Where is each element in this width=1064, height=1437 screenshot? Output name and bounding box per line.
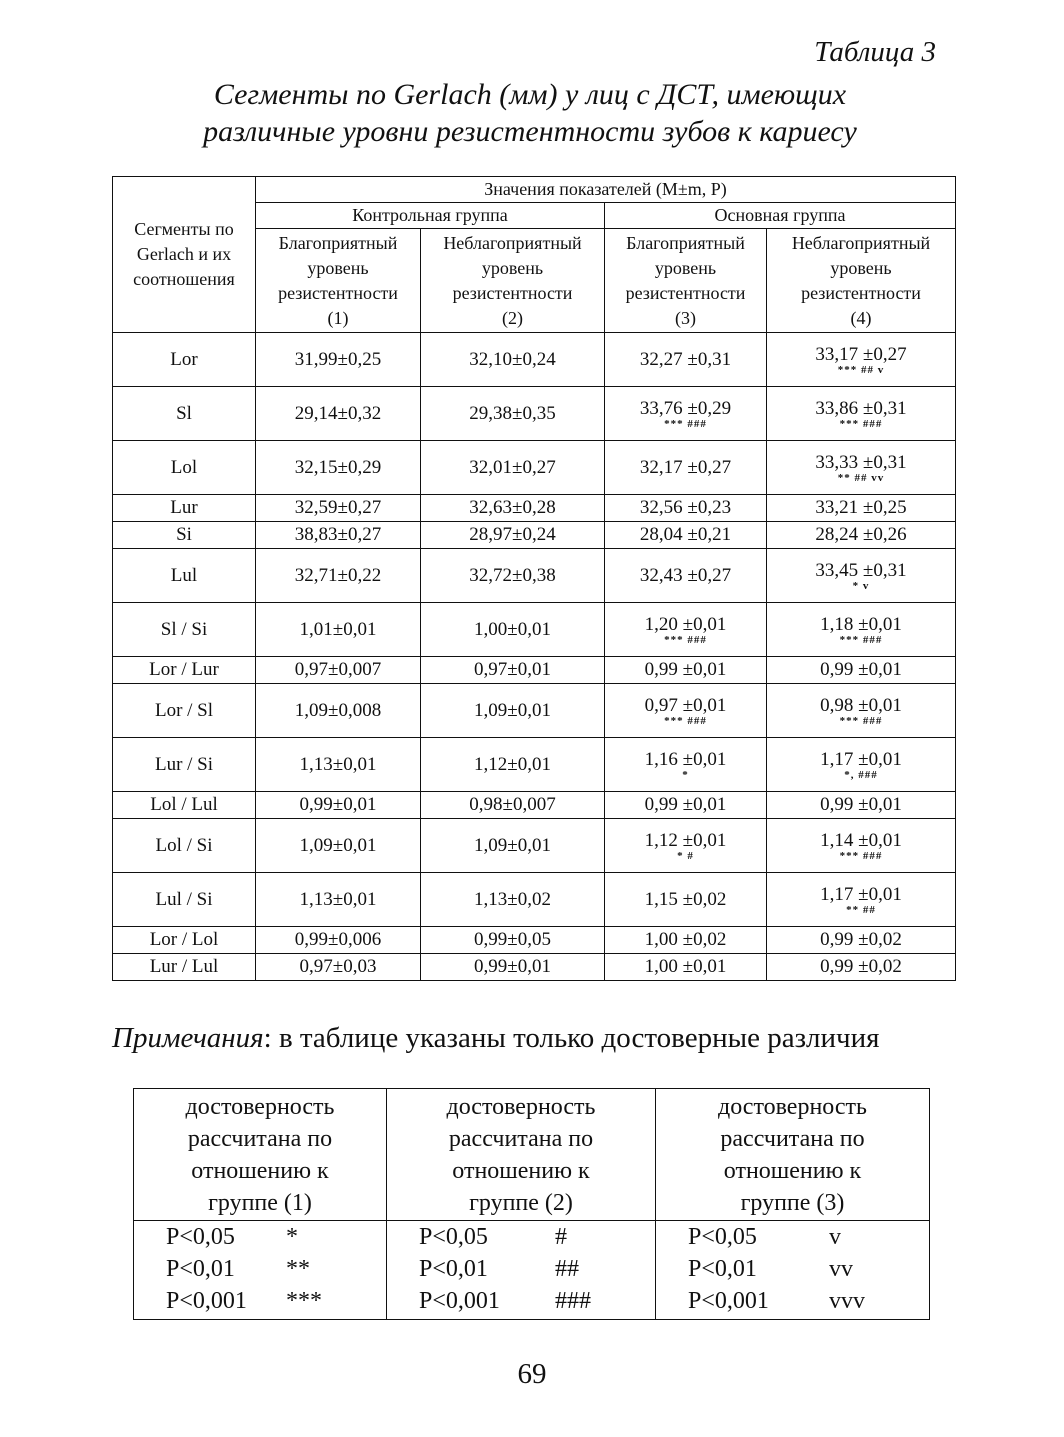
significance-marks: *** ## v [837,363,885,376]
segment-cell: Lor / Sl [113,684,256,738]
note-text: : в таблице указаны только достоверные различия [263,1022,880,1054]
segment-cell: Lur / Si [113,738,256,792]
value-text: 1,14 ±0,01 [820,829,902,851]
column-header-line2: уровень [654,257,717,278]
table-row [113,792,956,819]
table-row [113,387,956,441]
value-cell [767,603,956,657]
value-text: 1,09±0,01 [474,699,551,721]
legend-heading-line: отношению к [191,1158,329,1184]
table-title-line-2: различные уровни резистентности зубов к кариесу [203,115,857,148]
value-text: 0,97±0,03 [299,956,377,977]
segment-cell: Lol / Lul [113,792,256,819]
value-cell [256,927,421,954]
value-cell [605,495,767,522]
value-text: 32,63±0,28 [469,497,556,518]
legend-values-cell [656,1221,930,1320]
value-cell [767,873,956,927]
value-cell [605,441,767,495]
column-header-line1: Неблагоприятный [443,232,582,253]
value-text: 32,27 ±0,31 [639,348,732,370]
value-cell [421,792,605,819]
legend-heading-line: отношению к [452,1158,590,1184]
value-cell [605,657,767,684]
value-cell [605,927,767,954]
value-cell [605,684,767,738]
value-text: 32,15±0,29 [294,456,382,478]
value-text: 1,00 ±0,01 [644,956,727,977]
table-row [113,738,956,792]
significance-marks: * # [677,849,694,862]
value-cell [605,387,767,441]
note-label: Примечания [112,1022,264,1054]
value-cell [256,873,421,927]
significance-marks: *** ### [839,849,883,862]
value-cell [421,495,605,522]
value-text: 33,33 ±0,31 [815,451,907,473]
legend-row [387,1221,655,1253]
significance-marks: *** ### [839,633,883,646]
column-header-line2: уровень [830,257,892,278]
segment-cell: Lol [113,441,256,495]
value-text: 0,99 ±0,02 [820,956,902,977]
significance-mark: * [286,1224,298,1250]
significance-marks: *** ### [664,714,707,727]
value-cell [421,387,605,441]
legend-row [134,1285,386,1317]
legend-heading-line: рассчитана по [720,1126,865,1152]
value-cell [767,387,956,441]
value-cell [767,495,956,522]
legend-row [134,1221,386,1253]
value-text: 0,99±0,01 [474,956,551,977]
value-cell [767,954,956,981]
table-row [113,819,956,873]
column-header-num: (1) [327,307,349,328]
value-cell [256,495,421,522]
column-header-line1: Неблагоприятный [791,232,931,253]
value-text: 1,17 ±0,01 [820,883,902,905]
value-cell [256,792,421,819]
value-text: 32,72±0,38 [469,564,556,586]
value-cell [605,819,767,873]
column-header-line2: уровень [481,257,544,278]
legend-heading-line: рассчитана по [187,1126,333,1152]
table-row [113,954,956,981]
value-text: 1,20 ±0,01 [644,613,727,635]
legend-heading-cell [656,1089,930,1221]
value-cell [256,603,421,657]
value-cell [605,603,767,657]
table-row [113,657,956,684]
value-cell [767,522,956,549]
value-cell [256,333,421,387]
segment-cell: Sl [113,387,256,441]
significance-marks: * v [852,579,870,592]
page-number: 69 [517,1358,547,1390]
value-cell [767,738,956,792]
value-text: 1,09±0,01 [474,834,551,856]
legend-heading-line: достоверность [446,1094,596,1120]
legend-row [656,1221,929,1253]
value-text: 1,13±0,02 [474,888,551,910]
value-text: 1,00 ±0,02 [644,929,727,950]
value-text: 1,01±0,01 [299,618,377,640]
segment-cell: Lul / Si [113,873,256,927]
significance-mark: vvv [829,1288,865,1314]
value-cell [767,927,956,954]
value-cell [256,819,421,873]
value-text: 1,16 ±0,01 [644,748,727,770]
segment-cell: Si [113,522,256,549]
segments-table [112,176,956,981]
value-cell [605,792,767,819]
significance-mark: v [829,1224,841,1250]
value-text: 33,86 ±0,31 [815,397,907,419]
value-cell [421,333,605,387]
significance-mark: ### [555,1288,591,1314]
value-text: 28,24 ±0,26 [815,524,907,545]
table-row [113,522,956,549]
legend-heading-line: отношению к [723,1158,862,1184]
legend-heading-line: достоверность [185,1094,335,1120]
row-header-cell [113,177,256,333]
value-cell [767,792,956,819]
value-cell [421,603,605,657]
value-cell [421,522,605,549]
value-text: 28,97±0,24 [469,524,556,545]
value-text: 28,04 ±0,21 [639,524,732,545]
legend-heading-line: группе (3) [740,1190,845,1216]
segment-cell: Lor / Lur [113,657,256,684]
legend-row [656,1253,929,1285]
table-row [113,603,956,657]
value-text: 31,99±0,25 [294,348,382,370]
column-header-num: (4) [850,307,872,328]
value-cell [256,549,421,603]
significance-marks: *** ### [839,714,883,727]
column-header-num: (2) [502,307,523,328]
value-text: 0,99±0,006 [294,929,382,950]
row-header-text: Сегменты по Gerlach и их соотношения [133,219,235,289]
value-cell [421,657,605,684]
value-cell [421,927,605,954]
column-header [421,229,605,333]
column-header-line3: резистентности [452,282,573,303]
value-cell [256,441,421,495]
value-cell [605,549,767,603]
p-threshold: P<0,05 [688,1224,757,1250]
value-text: 38,83±0,27 [294,524,382,545]
value-cell [767,333,956,387]
segment-cell: Lur / Lul [113,954,256,981]
table-note [112,1022,879,1055]
p-threshold: P<0,001 [166,1288,247,1314]
value-cell [767,819,956,873]
significance-mark: ** [286,1256,310,1282]
value-text: 1,00±0,01 [474,618,551,640]
significance-marks: ** ## [846,903,876,916]
value-text: 0,97±0,01 [474,659,551,680]
value-cell [605,954,767,981]
significance-marks: *** ### [664,633,707,646]
p-threshold: P<0,05 [166,1224,235,1250]
significance-marks: ** ## vv [837,471,885,484]
value-cell [256,954,421,981]
p-threshold: P<0,05 [419,1224,488,1250]
significance-mark: ## [555,1256,579,1282]
legend-row [387,1285,655,1317]
value-cell [767,441,956,495]
value-text: 32,43 ±0,27 [639,564,732,586]
column-header [767,229,956,333]
significance-marks: *** ### [664,417,707,430]
value-text: 0,99±0,01 [299,794,377,815]
value-text: 29,38±0,35 [469,402,556,424]
p-threshold: P<0,001 [419,1288,500,1314]
value-text: 1,17 ±0,01 [820,748,902,770]
value-text: 29,14±0,32 [294,402,382,424]
p-threshold: P<0,01 [419,1256,488,1282]
legend-values-cell [387,1221,656,1320]
table-title [110,76,950,150]
value-text: 0,99 ±0,01 [644,659,727,680]
legend-heading-line: достоверность [717,1094,867,1120]
value-text: 32,10±0,24 [469,348,556,370]
value-cell [256,387,421,441]
value-cell [605,873,767,927]
significance-marks: *, ### [844,768,878,781]
value-cell [605,333,767,387]
value-text: 32,17 ±0,27 [639,456,732,478]
value-cell [421,549,605,603]
value-text: 33,21 ±0,25 [815,497,907,518]
segment-cell: Lol / Si [113,819,256,873]
legend-row [134,1253,386,1285]
value-cell [767,549,956,603]
column-header-num: (3) [675,307,696,328]
value-cell [256,657,421,684]
value-cell [256,684,421,738]
value-text: 0,97 ±0,01 [644,694,727,716]
column-header-line1: Благоприятный [278,232,398,253]
value-cell [605,738,767,792]
value-text: 0,99 ±0,01 [820,659,902,680]
column-header-line3: резистентности [801,282,921,303]
value-text: 0,98±0,007 [469,794,556,815]
value-text: 32,59±0,27 [294,497,382,518]
value-text: 1,18 ±0,01 [820,613,902,635]
significance-marks: * [682,768,689,781]
legend-heading-line: рассчитана по [448,1126,594,1152]
value-text: 1,12±0,01 [474,753,551,775]
value-text: 33,76 ±0,29 [639,397,732,419]
value-text: 1,15 ±0,02 [644,888,727,910]
significance-mark: *** [286,1288,322,1314]
legend-row [387,1253,655,1285]
column-header [256,229,421,333]
value-cell [421,954,605,981]
legend-values-cell [134,1221,387,1320]
segment-cell: Lor [113,333,256,387]
legend-heading-line: группе (1) [208,1190,312,1216]
segment-cell: Lor / Lol [113,927,256,954]
value-cell [421,684,605,738]
p-threshold: P<0,01 [688,1256,757,1282]
value-cell [421,441,605,495]
value-text: 33,45 ±0,31 [815,559,907,581]
value-cell [767,657,956,684]
value-cell [767,684,956,738]
value-text: 0,99 ±0,01 [820,794,902,815]
value-text: 1,09±0,01 [299,834,377,856]
values-header: Значения показателей (M±m, P) [256,177,956,203]
value-text: 32,01±0,27 [469,456,556,478]
column-header [605,229,767,333]
value-cell [421,819,605,873]
segment-cell: Sl / Si [113,603,256,657]
significance-mark: vv [829,1256,853,1282]
value-cell [421,738,605,792]
value-text: 0,98 ±0,01 [820,694,902,716]
value-text: 32,71±0,22 [294,564,382,586]
value-text: 33,17 ±0,27 [815,343,907,365]
value-text: 1,13±0,01 [299,753,377,775]
p-threshold: P<0,01 [166,1256,235,1282]
significance-mark: # [555,1224,567,1250]
legend-heading-cell [387,1089,656,1221]
value-text: 0,99 ±0,02 [820,929,902,950]
table-row [113,441,956,495]
value-cell [256,522,421,549]
value-text: 1,12 ±0,01 [644,829,727,851]
value-text: 0,99±0,05 [474,929,551,950]
value-cell [256,738,421,792]
table-row [113,684,956,738]
segment-cell: Lul [113,549,256,603]
column-header-line3: резистентности [625,282,746,303]
table-number: Таблица 3 [814,36,936,68]
column-header-line2: уровень [307,257,369,278]
table-row [113,873,956,927]
column-header-line3: резистентности [278,282,398,303]
value-text: 1,13±0,01 [299,888,377,910]
legend-heading-cell [134,1089,387,1221]
legend-heading-line: группе (2) [469,1190,573,1216]
value-text: 1,09±0,008 [294,699,382,721]
value-cell [421,873,605,927]
control-group-header: Контрольная группа [256,203,605,229]
column-header-line1: Благоприятный [626,232,745,253]
table-row [113,333,956,387]
p-threshold: P<0,001 [688,1288,769,1314]
significance-legend [133,1088,930,1320]
value-text: 32,56 ±0,23 [639,497,732,518]
table-title-line-1: Сегменты по Gerlach (мм) у лиц с ДСТ, имеющих [213,78,847,111]
table-row [113,549,956,603]
main-group-header: Основная группа [605,203,956,229]
table-row [113,495,956,522]
value-cell [605,522,767,549]
value-text: 0,99 ±0,01 [644,794,727,815]
table-row [113,927,956,954]
legend-row [656,1285,929,1317]
significance-marks: *** ### [839,417,883,430]
value-text: 0,97±0,007 [294,659,382,680]
segment-cell: Lur [113,495,256,522]
